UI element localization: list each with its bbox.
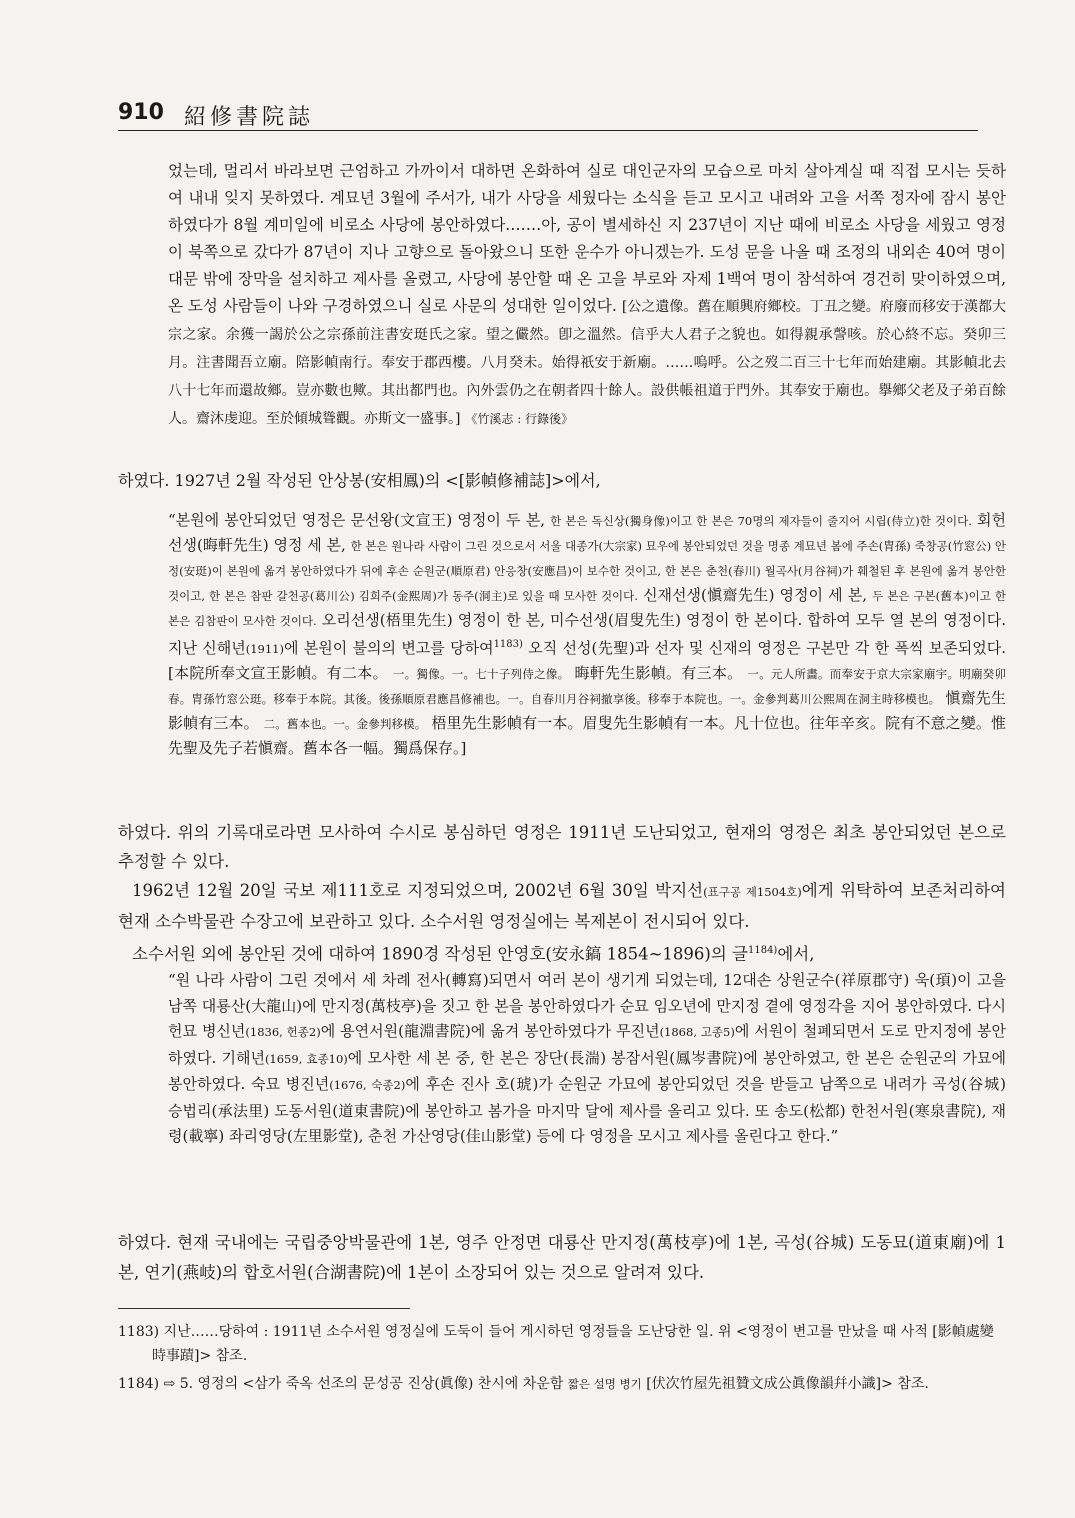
running-header xyxy=(118,98,978,131)
book-title: 紹修書院誌 xyxy=(184,105,315,130)
quote2-note-a: 한 본은 독신상(獨身像)이고 한 본은 70명의 제자들이 줄지어 시립(侍立)한 것이다. xyxy=(550,514,972,528)
paragraph-5: 하였다. 현재 국내에는 국립중앙박물관에 1본, 영주 안정면 대룡산 만지정(萬枝亭)에 1본, 곡성(谷城) 도동묘(道東廟)에 1본, 연기(燕岐)의 합호서원(合湖書院)에 1본이 소장되어 있는 것으로 알려져 있다. xyxy=(118,1233,1006,1282)
quote3-note-c: (1659, 효종10) xyxy=(264,1051,348,1066)
page-number: 910 xyxy=(118,100,164,125)
footnote-1184-text-b: [伏次竹屋先祖贊文成公眞像韻幷小識]> 참조. xyxy=(641,1376,929,1392)
quote3-note-a: (1836, 헌종2) xyxy=(245,1025,321,1039)
quote2-text-g: 晦軒先生影幀。有三本。 xyxy=(574,664,743,682)
quote2-text-f: 오직 선성(先聖)과 선자 및 신재의 영정은 구본만 각 한 폭씩 보존되었다. [本院所奉文宣王影幀。有二本。 xyxy=(168,639,1006,682)
quote-block-2 xyxy=(168,508,1006,760)
paragraph-2: 하였다. 위의 기록대로라면 모사하여 수시로 봉심하던 영정은 1911년 도난되었고, 현재의 영정은 최초 봉안되었던 본으로 추정할 수 있다. xyxy=(118,823,1006,871)
quote2-note-d: (1911) xyxy=(245,642,284,656)
quote-block-1 xyxy=(168,158,1006,433)
quote2-note-c: 두 본은 구본(舊本)이고 한 본은 김참판이 모사한 것이다. xyxy=(168,589,1006,628)
quote3-text-d: 에 모사한 세 본 중, 한 본은 장단(長湍) 봉잠서원(鳳岑書院)에 봉안하였고, 한 본은 순원군의 가묘에 봉안하였다. 숙묘 병진년 xyxy=(168,1048,1006,1093)
para3-note: (표구공 제1504호) xyxy=(703,885,802,899)
paragraph-4 xyxy=(118,936,1006,969)
footnote-ref-1183[interactable]: 1183) xyxy=(493,639,523,650)
quote3-text-b: 에 용연서원(龍淵書院)에 옮겨 봉안하였다가 무진년 xyxy=(320,1022,660,1040)
quote1-classical: [公之遺像。舊在順興府鄉校。丁丑之變。府廢而移安于漢都大宗之家。余獲一謁於公之宗孫前注書安珽氏之家。望之儼然。卽之溫然。信乎大人君子之貌也。如得親承謦咳。於心終不忘。癸卯三月。注書聞吾立廟。陪影幀南行。奉安于郡西樓。八月癸未。始得祇安于新廟。……嗚呼。公之歿二百三十七年而始建廟。其影幀北去八十七年而還故鄉。豈亦數也歟。其出都門也。內外雲仍之在朝者四十餘人。設供帳祖道于門外。其奉安于廟也。擧鄉父老及子弟百餘人。齋沐虔迎。至於傾城聳觀。亦斯文一盛事。] xyxy=(168,299,1006,427)
quote1-korean: 었는데, 멀리서 바라보면 근엄하고 가까이서 대하면 온화하여 실로 대인군자의 모습으로 마치 살아계실 때 직접 모시는 듯하여 내내 잊지 못하였다. 계묘년 3월에 주서가, 내가 사당을 세웠다는 소식을 듣고 모시고 내려와 고을 서쪽 정자에 잠시 봉안하였다가 8월 계미일에 비로소 사당에 봉안하였다.……아, 공이 별세하신 지 237년이 지난 때에 비로소 사당을 세웠고 영정이 북쪽으로 갔다가 87년이 지나 고향으로 돌아왔으니 또한 운수가 아니겠는가. 도성 문을 나올 때 조정의 내외손 40여 명이 대문 밖에 장막을 설치하고 제사를 올렸고, 사당에 봉안할 때 온 고을 부로와 자제 1백여 명이 참석하여 경건히 맞이하였으며, 온 도성 사람들이 나와 구경하였으니 실로 사문의 성대한 일이었다. xyxy=(168,162,1006,315)
quote2-note-b: 한 본은 원나라 사람이 그린 것으로서 서울 대종가(大宗家) 묘우에 봉안되었던 것을 명종 계묘년 봄에 주손(胄孫) 죽창공(竹窓公) 안정(安珽)이 본원에 옮겨 봉안하였다가 뒤에 후손 순원군(順原君) 안응창(安應昌)이 보수한 것이고, 한 본은 춘천(春川) 월곡사(月谷祠)가 훼철된 후 본원에 옮겨 봉안한 것이고, 한 본은 참판 갈천공(葛川公) 김희주(金熙周)가 동주(洞主)로 있을 때 모사한 것이다. xyxy=(168,539,1006,603)
quote3-text-c: 에 서원이 철폐되면서 도로 만지정에 봉안하였다. 기해년 xyxy=(168,1022,1006,1067)
para4-text-b: 에서, xyxy=(777,944,815,964)
quote2-text-h: 愼齋先生影幀有三本。 xyxy=(168,689,1006,732)
paragraph-3 xyxy=(118,876,1006,936)
quote3-text-e: 에 후손 진사 호(琥)가 순원군 가묘에 봉안되었던 것을 받들고 남쪽으로 내려가 곡성(谷城) 승법리(承法里) 도동서원(道東書院)에 봉안하고 봄가을 마지막 달에 제사를 올리고 있다. 또 송도(松都) 한천서원(寒泉書院), 재령(載寧) 좌리영당(左里影堂), 춘천 가산영당(佳山影堂) 등에 다 영정을 모시고 제사를 올린다고 한다.” xyxy=(168,1075,1006,1145)
quote1-source: 《竹溪志 : 行錄後》 xyxy=(465,412,574,426)
quote2-text-d: 오리선생(梧里先生) 영정이 한 본, 미수선생(眉叟先生) 영정이 한 본이다. 합하여 모두 열 본의 영정이다. 지난 신해년 xyxy=(168,611,1006,657)
footnote-1184-text xyxy=(118,1372,1006,1396)
footnote-1184-text-a: 1184) ⇨ 5. 영정의 <삼가 죽옥 선조의 문성공 진상(眞像) 찬시에 차운함 xyxy=(118,1376,564,1392)
footnote-1184 xyxy=(118,1372,1006,1396)
quote2-note-g: 一。元人所畵。而奉安于京大宗家廟宇。明廟癸卯春。胄孫竹窓公珽。移奉于本院。其後。後孫順原君應昌修補也。一。自春川月谷祠撤享後。移奉于本院也。一。金參判葛川公熙周在洞主時移模也。 xyxy=(168,667,1007,706)
footnote-1184-note: 짧은 설명 병기 xyxy=(567,1377,642,1391)
para3-text-a: 1962년 12월 20일 국보 제111호로 지정되었으며, 2002년 6월 30일 박지선 xyxy=(132,881,704,900)
quote2-text-c: 신재선생(愼齋先生) 영정이 세 본, xyxy=(643,586,867,604)
quote2-text-e: 에 본원이 불의의 변고를 당하여 xyxy=(284,639,494,657)
para4-text-a: 소수서원 외에 봉안된 것에 대하여 1890경 작성된 안영호(安永鎬 1854~1896)의 글 xyxy=(132,944,748,964)
para3-text-b: 에게 위탁하여 보존처리하여 현재 소수박물관 수장고에 보관하고 있다. 소수서원 영정실에는 복제본이 전시되어 있다. xyxy=(118,881,1006,931)
quote3-note-d: (1676, 숙종2) xyxy=(329,1078,406,1092)
footnote-1183-text: 1183) 지난……당하여 : 1911년 소수서원 영정실에 도둑이 들어 게시하던 영정들을 도난당한 일. 위 <영정이 변고를 만났을 때 사적 [影幀處變時事蹟]> 참조. xyxy=(118,1324,994,1364)
quote2-text-a: “본원에 봉안되었던 영정은 문선왕(文宣王) 영정이 두 본, xyxy=(168,511,545,529)
quote2-text-b: 회헌선생(晦軒先生) 영정 세 본, xyxy=(168,511,1007,554)
quote2-note-h: 二。舊本也。一。金參判移模。 xyxy=(263,717,427,731)
footnote-ref-1184[interactable]: 1184) xyxy=(747,945,778,956)
quote3-note-b: (1868, 고종5) xyxy=(659,1025,735,1039)
quote-block-3 xyxy=(168,968,1006,1150)
paragraph-1: 하였다. 1927년 2월 작성된 안상봉(安相鳳)의 <[影幀修補誌]>에서, xyxy=(118,471,601,490)
quote2-note-f: 一。獨像。一。七十子列侍之像。 xyxy=(392,667,570,681)
quote3-text-a: “원 나라 사람이 그린 것에서 세 차례 전사(轉寫)되면서 여러 본이 생기게 되었는데, 12대손 상원군수(祥原郡守) 욱(頊)이 고을 남쪽 대룡산(大龍山)에 만지정(萬枝亭)을 짓고 한 본을 봉안하였다가 순묘 임오년에 만지정 곁에 영정각을 지어 봉안하였다. 다시 헌묘 병신년 xyxy=(168,971,1006,1040)
quote2-text-i: 梧里先生影幀有一本。眉叟先生影幀有一本。凡十位也。往年辛亥。院有不意之變。惟先聖及先子若愼齋。舊本各一幅。獨爲保存。] xyxy=(168,714,1006,757)
footnote-1183 xyxy=(118,1320,1006,1368)
footnote-divider xyxy=(118,1308,410,1309)
